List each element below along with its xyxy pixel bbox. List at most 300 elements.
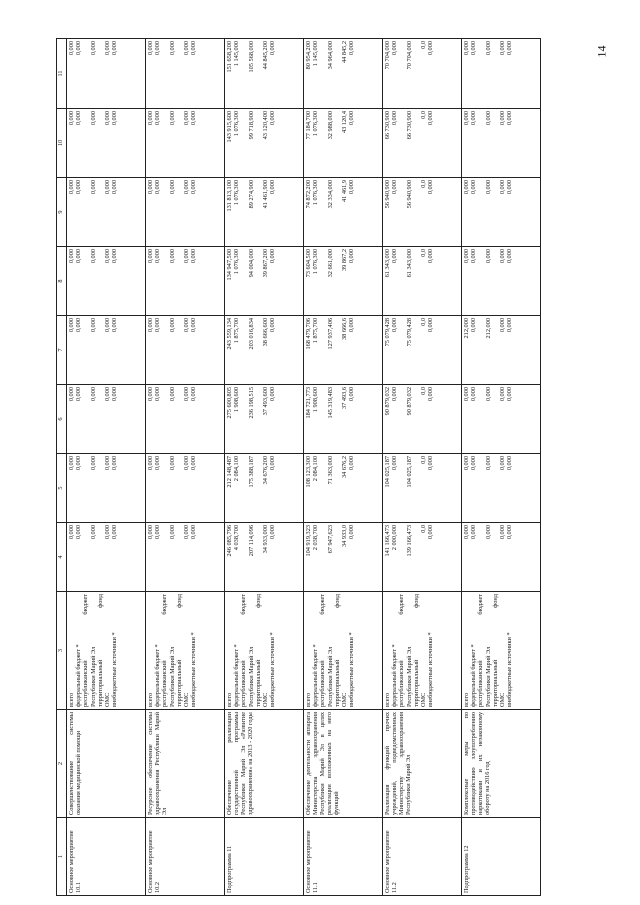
amount-cell xyxy=(462,523,541,592)
table-row xyxy=(383,39,462,896)
amount-spacer xyxy=(240,318,247,382)
amount-value: 39 867,2 xyxy=(340,249,348,272)
amount-value: 61 343,000 xyxy=(405,249,413,278)
amount-value: 0,000 xyxy=(154,318,162,333)
amount-spacer xyxy=(413,111,420,175)
table-row xyxy=(462,39,541,896)
amount-value: 236 198,515 xyxy=(247,387,255,419)
amount-value: 0,000 xyxy=(506,41,514,56)
amount-value: 175 388,187 xyxy=(247,456,255,488)
amount-value: 0,000 xyxy=(470,249,478,264)
amount-spacer xyxy=(398,525,405,589)
amount-value: 90 879,032 xyxy=(384,387,391,416)
amount-value: 0,000 xyxy=(484,249,492,264)
funding-source-word: территориальный xyxy=(175,659,183,707)
funding-source-line xyxy=(334,594,341,707)
amount-value: 56 940,900 xyxy=(405,180,413,209)
amount-value: 1 908,600 xyxy=(312,387,320,413)
amount-value: 75 079,428 xyxy=(405,318,413,347)
amount-value: 0,000 xyxy=(484,41,492,56)
amount-value: 0,000 xyxy=(427,111,435,126)
amount-spacer xyxy=(334,318,341,382)
amount-value: 0,000 xyxy=(182,456,190,471)
amount-cell xyxy=(67,385,146,454)
funding-source-line: Республики Марий Эл xyxy=(405,646,413,707)
amount-value: 75 079,428 xyxy=(384,318,391,347)
amount-cell xyxy=(146,316,225,385)
amount-spacer xyxy=(161,318,168,382)
amount-value: 139 166,473 xyxy=(405,525,413,557)
amount-value: 0,000 xyxy=(269,180,277,195)
funding-source-line: ОМС xyxy=(419,692,427,707)
amount-spacer xyxy=(319,249,326,313)
amount-cell xyxy=(462,39,541,109)
amount-cell xyxy=(383,247,462,316)
amount-spacer xyxy=(477,387,484,451)
amount-value: 1 875,700 xyxy=(312,318,320,344)
funding-sources xyxy=(383,592,462,710)
amount-value: 61 343,000 xyxy=(384,249,391,278)
amount-spacer xyxy=(97,180,104,244)
amount-value: 275 600,805 xyxy=(226,387,233,419)
amount-spacer xyxy=(413,456,420,520)
funding-source-line: всего xyxy=(384,692,391,707)
row-kind: Основное мероприятие 11.2 xyxy=(383,818,462,896)
table-row xyxy=(225,39,304,896)
amount-spacer xyxy=(240,111,247,175)
funding-source-line: федеральный бюджет * xyxy=(233,644,241,707)
amount-value: 0,000 xyxy=(498,525,506,540)
column-header: 7 xyxy=(57,316,67,385)
amount-value: 0,000 xyxy=(182,525,190,540)
amount-spacer xyxy=(97,41,104,106)
amount-spacer xyxy=(492,318,499,382)
column-header: 4 xyxy=(57,523,67,592)
funding-source-line: всего xyxy=(147,692,154,707)
funding-source-line: внебюджетные источники * xyxy=(348,632,356,707)
funding-source-line: Республики Марий Эл xyxy=(326,646,334,707)
amount-value: 0,000 xyxy=(154,249,162,264)
funding-sources xyxy=(146,592,225,710)
funding-source-line: ОМС xyxy=(340,692,348,707)
row-title: Ресурсное обеспечение системы здравоохранения Республики Марий Эл xyxy=(146,710,225,818)
amount-value: 0,000 xyxy=(498,41,506,56)
column-header: 10 xyxy=(57,109,67,178)
amount-spacer xyxy=(492,249,499,313)
funding-source-line: всего xyxy=(463,692,470,707)
amount-value: 0,000 xyxy=(391,180,399,195)
amount-value: 0,000 xyxy=(463,180,470,195)
amount-value: 0,000 xyxy=(111,525,119,540)
amount-value: 0,000 xyxy=(103,387,111,402)
amount-spacer xyxy=(240,180,247,244)
amount-value: 0,0 xyxy=(419,456,427,464)
amount-value: 168 479,706 xyxy=(305,318,312,350)
amount-value: 0,000 xyxy=(190,318,198,333)
amount-value: 80 954,200 xyxy=(305,41,312,70)
funding-source-line xyxy=(492,594,499,707)
amount-value: 0,000 xyxy=(168,387,176,402)
amount-cell xyxy=(225,385,304,454)
amount-value: 2 038,700 xyxy=(312,525,320,551)
amount-value: 0,000 xyxy=(75,111,83,126)
amount-value: 0,000 xyxy=(168,318,176,333)
header-row xyxy=(57,39,67,896)
column-header: 9 xyxy=(57,178,67,247)
amount-value: 38 666,6 xyxy=(340,318,348,341)
funding-source-word: территориальный xyxy=(412,659,420,707)
funding-source-line: Республики Марий Эл xyxy=(89,646,97,707)
amount-cell xyxy=(304,109,383,178)
funding-source-line xyxy=(97,594,104,707)
amount-value: 0,000 xyxy=(89,318,97,333)
page-number: 14 xyxy=(594,45,609,58)
amount-value: 0,000 xyxy=(427,456,435,471)
amount-value: 212,000 xyxy=(463,318,470,339)
amount-spacer xyxy=(413,249,420,313)
amount-value: 0,000 xyxy=(470,111,478,126)
amount-spacer xyxy=(97,249,104,313)
amount-value: 34 933,0 xyxy=(340,525,348,548)
amount-spacer xyxy=(398,249,405,313)
amount-spacer xyxy=(398,180,405,244)
amount-value: 1 145,000 xyxy=(312,41,320,67)
funding-source-word: республиканский xyxy=(161,660,169,707)
amount-cell xyxy=(304,39,383,109)
funding-source-word: территориальный xyxy=(491,659,499,707)
amount-cell xyxy=(146,523,225,592)
amount-spacer xyxy=(398,41,405,106)
row-title: Обеспечение реализации государственной программы Республики Марий Эл «Развитие здравоохранения» на 2013 - 2020 годы xyxy=(225,710,304,818)
amount-value: 1 076,300 xyxy=(233,249,241,275)
amount-spacer xyxy=(413,387,420,451)
amount-value: 0,000 xyxy=(348,387,356,402)
amount-spacer xyxy=(319,111,326,175)
funding-sources xyxy=(225,592,304,710)
amount-spacer xyxy=(82,456,89,520)
amount-value: 34 676,2 xyxy=(340,456,348,479)
amount-spacer xyxy=(176,456,183,520)
amount-cell xyxy=(383,39,462,109)
funding-source-line: ОМС xyxy=(498,692,506,707)
amount-value: 0,000 xyxy=(111,41,119,56)
funding-source-line: Республики Марий Эл xyxy=(484,646,492,707)
amount-spacer xyxy=(176,525,183,589)
amount-spacer xyxy=(161,249,168,313)
funding-source-line: всего xyxy=(68,692,75,707)
funding-source-line: федеральный бюджет * xyxy=(75,644,83,707)
amount-value: 0,0 xyxy=(419,525,427,533)
amount-value: 0,000 xyxy=(103,456,111,471)
amount-value: 0,000 xyxy=(89,387,97,402)
amount-value: 74 872,200 xyxy=(305,180,312,209)
amount-value: 0,000 xyxy=(506,111,514,126)
amount-value: 0,000 xyxy=(348,456,356,471)
amount-value: 104 025,187 xyxy=(384,456,391,488)
amount-value: 34 676,200 xyxy=(261,456,269,485)
amount-value: 0,000 xyxy=(190,180,198,195)
funding-source-word: территориальный xyxy=(333,659,341,707)
amount-value: 0,000 xyxy=(75,249,83,264)
funding-source-line xyxy=(477,594,484,707)
funding-source-line: внебюджетные источники * xyxy=(269,632,277,707)
funding-source-word: республиканский xyxy=(398,660,406,707)
funding-source-word: бюджет xyxy=(161,594,169,615)
amount-value: 37 493,6 xyxy=(340,387,348,410)
amount-value: 212,000 xyxy=(484,318,492,339)
amount-value: 0,000 xyxy=(89,111,97,126)
amount-value: 0,000 xyxy=(506,387,514,402)
amount-value: 127 937,406 xyxy=(326,318,334,350)
amount-value: 0,000 xyxy=(68,318,75,333)
amount-spacer xyxy=(240,525,247,589)
amount-cell xyxy=(304,247,383,316)
amount-value: 0,000 xyxy=(190,249,198,264)
amount-spacer xyxy=(255,525,262,589)
amount-value: 0,000 xyxy=(103,41,111,56)
funding-source-line: федеральный бюджет * xyxy=(154,644,162,707)
amount-value: 0,000 xyxy=(348,318,356,333)
budget-table xyxy=(56,38,541,896)
amount-value: 0,0 xyxy=(419,387,427,395)
amount-spacer xyxy=(176,180,183,244)
amount-value: 0,000 xyxy=(68,525,75,540)
amount-spacer xyxy=(334,525,341,589)
amount-spacer xyxy=(161,41,168,106)
amount-spacer xyxy=(492,456,499,520)
amount-value: 44 845,200 xyxy=(261,41,269,70)
funding-source-word: фонд xyxy=(491,594,499,608)
rotated-table-wrapper xyxy=(56,39,543,896)
amount-value: 141 166,473 xyxy=(384,525,391,557)
row-title: Совершенствование системы оказания медицинской помощи xyxy=(67,710,146,818)
amount-value: 0,000 xyxy=(427,249,435,264)
amount-cell xyxy=(67,178,146,247)
amount-value: 105 568,000 xyxy=(247,41,255,73)
funding-source-word: бюджет xyxy=(398,594,406,615)
funding-source-word: фонд xyxy=(175,594,183,608)
amount-spacer xyxy=(255,249,262,313)
amount-cell xyxy=(383,454,462,523)
amount-spacer xyxy=(477,456,484,520)
row-kind: Подпрограмма 11 xyxy=(225,818,304,896)
amount-value: 0,000 xyxy=(506,180,514,195)
amount-value: 0,000 xyxy=(75,525,83,540)
amount-value: 1 875,700 xyxy=(233,318,241,344)
amount-value: 0,000 xyxy=(391,249,399,264)
amount-spacer xyxy=(240,456,247,520)
amount-value: 70 704,000 xyxy=(405,41,413,70)
amount-spacer xyxy=(413,41,420,106)
funding-source-line xyxy=(319,594,326,707)
amount-cell xyxy=(304,523,383,592)
funding-source-line: Республики Марий Эл xyxy=(247,646,255,707)
amount-value: 0,000 xyxy=(269,318,277,333)
amount-value: 0,000 xyxy=(269,41,277,56)
funding-source-line: внебюджетные источники * xyxy=(427,632,435,707)
amount-spacer xyxy=(161,111,168,175)
column-header: 3 xyxy=(57,592,67,710)
amount-value: 243 559,134 xyxy=(226,318,233,350)
amount-value: 1 145,000 xyxy=(233,41,241,67)
amount-value: 90 879,032 xyxy=(405,387,413,416)
amount-value: 0,000 xyxy=(269,525,277,540)
table-row xyxy=(67,39,146,896)
funding-sources xyxy=(462,592,541,710)
amount-value: 56 940,900 xyxy=(384,180,391,209)
amount-spacer xyxy=(334,111,341,175)
amount-spacer xyxy=(82,387,89,451)
amount-value: 32 988,000 xyxy=(326,111,334,140)
amount-value: 0,000 xyxy=(75,180,83,195)
column-header: 11 xyxy=(57,39,67,109)
funding-source-line: федеральный бюджет * xyxy=(312,644,320,707)
amount-value: 0,000 xyxy=(68,387,75,402)
amount-value: 0,000 xyxy=(147,41,154,56)
amount-spacer xyxy=(477,180,484,244)
amount-cell xyxy=(383,178,462,247)
column-header: 2 xyxy=(57,710,67,818)
amount-spacer xyxy=(255,456,262,520)
amount-value: 0,000 xyxy=(484,180,492,195)
amount-spacer xyxy=(176,111,183,175)
amount-value: 0,0 xyxy=(419,318,427,326)
amount-value: 151 658,200 xyxy=(226,41,233,73)
amount-spacer xyxy=(176,41,183,106)
amount-value: 246 085,796 xyxy=(226,525,233,557)
funding-source-word: фонд xyxy=(254,594,262,608)
amount-cell xyxy=(462,454,541,523)
funding-source-word: территориальный xyxy=(254,659,262,707)
amount-value: 2 084,100 xyxy=(312,456,320,482)
amount-value: 0,000 xyxy=(463,249,470,264)
amount-spacer xyxy=(255,111,262,175)
amount-spacer xyxy=(255,318,262,382)
amount-spacer xyxy=(161,180,168,244)
amount-cell xyxy=(462,316,541,385)
amount-value: 0,000 xyxy=(147,456,154,471)
amount-value: 0,000 xyxy=(348,180,356,195)
amount-value: 143 915,600 xyxy=(226,111,233,143)
amount-value: 0,000 xyxy=(147,387,154,402)
amount-cell xyxy=(225,316,304,385)
amount-value: 0,000 xyxy=(111,387,119,402)
amount-value: 0,000 xyxy=(111,318,119,333)
amount-cell xyxy=(383,109,462,178)
amount-value: 43 120,4 xyxy=(340,111,348,134)
amount-value: 0,000 xyxy=(75,387,83,402)
amount-cell xyxy=(462,178,541,247)
amount-spacer xyxy=(176,387,183,451)
amount-value: 0,000 xyxy=(470,41,478,56)
column-header: 8 xyxy=(57,247,67,316)
amount-spacer xyxy=(477,249,484,313)
amount-value: 0,000 xyxy=(427,525,435,540)
amount-spacer xyxy=(319,387,326,451)
funding-source-line xyxy=(413,594,420,707)
amount-value: 0,000 xyxy=(182,249,190,264)
amount-spacer xyxy=(82,249,89,313)
amount-value: 0,000 xyxy=(506,318,514,333)
amount-value: 0,000 xyxy=(154,41,162,56)
amount-value: 0,000 xyxy=(68,111,75,126)
amount-value: 0,000 xyxy=(427,387,435,402)
amount-value: 37 493,600 xyxy=(261,387,269,416)
funding-source-word: фонд xyxy=(412,594,420,608)
amount-value: 0,000 xyxy=(391,456,399,471)
amount-value: 0,000 xyxy=(68,41,75,56)
amount-value: 0,000 xyxy=(103,249,111,264)
amount-cell xyxy=(225,39,304,109)
amount-spacer xyxy=(176,318,183,382)
amount-value: 0,000 xyxy=(470,525,478,540)
amount-value: 0,0 xyxy=(419,111,427,119)
amount-value: 184 721,773 xyxy=(305,387,312,419)
amount-value: 0,000 xyxy=(484,456,492,471)
amount-value: 0,000 xyxy=(103,111,111,126)
amount-value: 0,000 xyxy=(182,180,190,195)
amount-spacer xyxy=(492,111,499,175)
amount-cell xyxy=(146,39,225,109)
funding-source-line: всего xyxy=(305,692,312,707)
amount-value: 32 661,000 xyxy=(326,249,334,278)
amount-value: 0,000 xyxy=(154,111,162,126)
funding-source-line: федеральный бюджет * xyxy=(391,644,399,707)
amount-value: 67 947,623 xyxy=(326,525,334,554)
amount-value: 0,000 xyxy=(111,180,119,195)
amount-spacer xyxy=(319,180,326,244)
amount-cell xyxy=(462,247,541,316)
funding-source-word: республиканский xyxy=(319,660,327,707)
amount-spacer xyxy=(492,41,499,106)
amount-value: 212 148,487 xyxy=(226,456,233,488)
amount-value: 38 666,600 xyxy=(261,318,269,347)
amount-value: 0,000 xyxy=(470,456,478,471)
amount-cell xyxy=(304,316,383,385)
amount-value: 1 076,300 xyxy=(233,180,241,206)
amount-value: 0,000 xyxy=(269,387,277,402)
amount-spacer xyxy=(492,180,499,244)
amount-value: 1 076,300 xyxy=(233,111,241,137)
amount-value: 0,000 xyxy=(168,180,176,195)
amount-spacer xyxy=(334,249,341,313)
amount-value: 73 604,500 xyxy=(305,249,312,278)
amount-cell xyxy=(225,178,304,247)
amount-value: 0,000 xyxy=(68,456,75,471)
amount-value: 0,000 xyxy=(391,111,399,126)
amount-spacer xyxy=(97,456,104,520)
amount-spacer xyxy=(334,387,341,451)
amount-value: 0,000 xyxy=(182,318,190,333)
amount-spacer xyxy=(334,41,341,106)
amount-value: 2 000,000 xyxy=(391,525,399,551)
row-title: Обеспечение деятельности аппарата Министерства здравоохранения Республики Марий Эл в целях реализации возложенных на него функций xyxy=(304,710,383,818)
amount-value: 0,000 xyxy=(111,249,119,264)
amount-value: 0,000 xyxy=(168,249,176,264)
amount-value: 0,000 xyxy=(470,180,478,195)
amount-value: 0,000 xyxy=(147,249,154,264)
amount-value: 0,000 xyxy=(89,525,97,540)
amount-value: 203 016,834 xyxy=(247,318,255,350)
amount-value: 0,000 xyxy=(147,180,154,195)
amount-cell xyxy=(304,178,383,247)
amount-value: 0,000 xyxy=(147,318,154,333)
amount-value: 0,000 xyxy=(498,111,506,126)
amount-value: 0,000 xyxy=(391,387,399,402)
amount-value: 0,000 xyxy=(89,249,97,264)
funding-sources xyxy=(67,592,146,710)
amount-value: 0,000 xyxy=(190,41,198,56)
